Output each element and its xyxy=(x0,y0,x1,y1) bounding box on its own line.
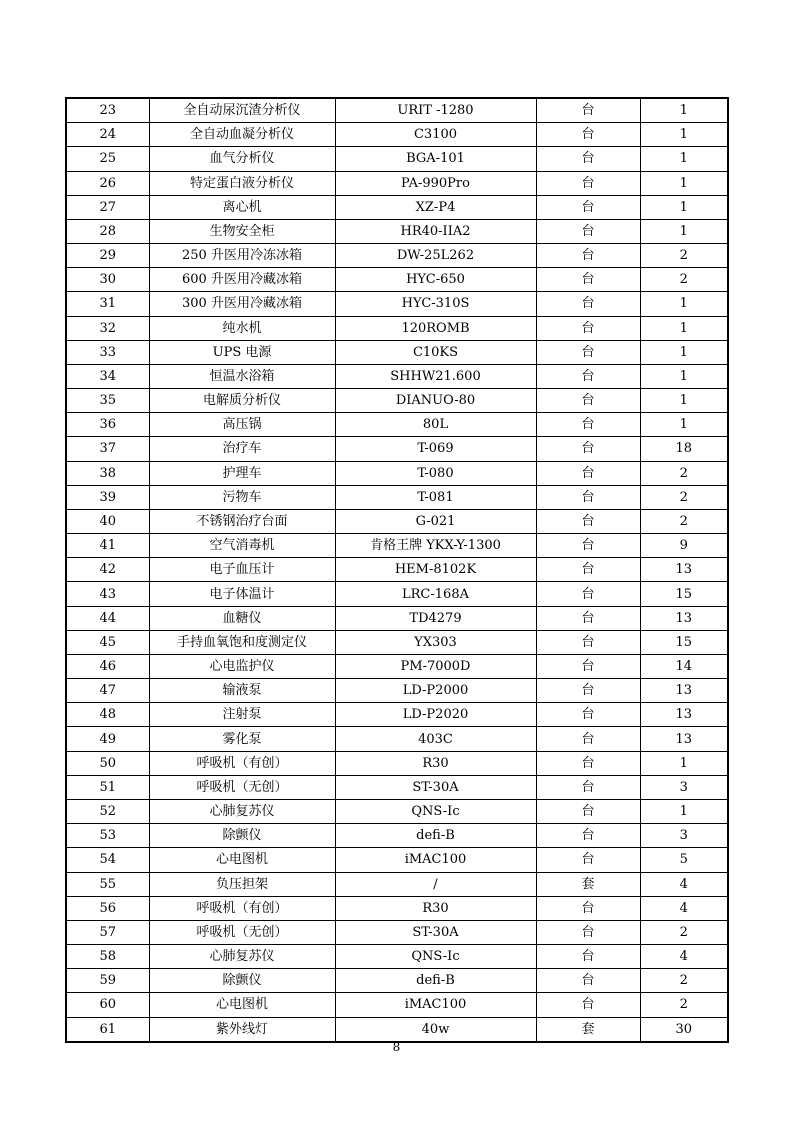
equipment-name-cell: 护理车 xyxy=(149,461,335,485)
table-row xyxy=(67,824,727,848)
unit-cell: 台 xyxy=(536,920,640,944)
model-cell: LD-P2000 xyxy=(335,679,536,703)
table-row xyxy=(67,268,727,292)
quantity-cell: 1 xyxy=(640,316,727,340)
table-row xyxy=(67,993,727,1017)
unit-cell: 台 xyxy=(536,244,640,268)
row-number-cell: 42 xyxy=(67,558,149,582)
quantity-cell: 1 xyxy=(640,195,727,219)
row-number-cell: 40 xyxy=(67,509,149,533)
equipment-name-cell: 呼吸机（有创） xyxy=(149,896,335,920)
row-number-cell: 47 xyxy=(67,679,149,703)
unit-cell: 台 xyxy=(536,896,640,920)
quantity-cell: 1 xyxy=(640,99,727,123)
equipment-name-cell: 注射泵 xyxy=(149,703,335,727)
equipment-name-cell: 心电图机 xyxy=(149,993,335,1017)
equipment-name-cell: 空气消毒机 xyxy=(149,534,335,558)
model-cell: 120ROMB xyxy=(335,316,536,340)
equipment-name-cell: 心电监护仪 xyxy=(149,654,335,678)
table-row xyxy=(67,582,727,606)
row-number-cell: 32 xyxy=(67,316,149,340)
model-cell: 肯格王牌 YKX-Y-1300 xyxy=(335,534,536,558)
table-row xyxy=(67,703,727,727)
table-row xyxy=(67,195,727,219)
table-row xyxy=(67,389,727,413)
table-row xyxy=(67,219,727,243)
model-cell: 80L xyxy=(335,413,536,437)
quantity-cell: 30 xyxy=(640,1017,727,1041)
row-number-cell: 39 xyxy=(67,485,149,509)
model-cell: TD4279 xyxy=(335,606,536,630)
model-cell: ST-30A xyxy=(335,775,536,799)
model-cell: G-021 xyxy=(335,509,536,533)
unit-cell: 台 xyxy=(536,558,640,582)
unit-cell: 台 xyxy=(536,751,640,775)
model-cell: PM-7000D xyxy=(335,654,536,678)
equipment-name-cell: 输液泵 xyxy=(149,679,335,703)
model-cell: HR40-IIA2 xyxy=(335,219,536,243)
model-cell: 403C xyxy=(335,727,536,751)
model-cell: DIANUO-80 xyxy=(335,389,536,413)
equipment-name-cell: 纯水机 xyxy=(149,316,335,340)
unit-cell: 台 xyxy=(536,824,640,848)
row-number-cell: 51 xyxy=(67,775,149,799)
table-row xyxy=(67,896,727,920)
unit-cell: 台 xyxy=(536,437,640,461)
model-cell: R30 xyxy=(335,896,536,920)
equipment-name-cell: 电子体温计 xyxy=(149,582,335,606)
model-cell: HYC-310S xyxy=(335,292,536,316)
equipment-name-cell: 心肺复苏仪 xyxy=(149,799,335,823)
equipment-name-cell: 除颤仪 xyxy=(149,824,335,848)
quantity-cell: 4 xyxy=(640,945,727,969)
quantity-cell: 13 xyxy=(640,703,727,727)
unit-cell: 台 xyxy=(536,364,640,388)
row-number-cell: 61 xyxy=(67,1017,149,1041)
unit-cell: 台 xyxy=(536,799,640,823)
unit-cell: 台 xyxy=(536,679,640,703)
row-number-cell: 50 xyxy=(67,751,149,775)
unit-cell: 台 xyxy=(536,340,640,364)
row-number-cell: 28 xyxy=(67,219,149,243)
equipment-name-cell: 高压锅 xyxy=(149,413,335,437)
quantity-cell: 9 xyxy=(640,534,727,558)
table-row xyxy=(67,775,727,799)
table-row xyxy=(67,534,727,558)
quantity-cell: 5 xyxy=(640,848,727,872)
unit-cell: 台 xyxy=(536,195,640,219)
equipment-name-cell: 600 升医用冷藏冰箱 xyxy=(149,268,335,292)
equipment-table-frame xyxy=(65,97,729,1043)
model-cell: LRC-168A xyxy=(335,582,536,606)
row-number-cell: 23 xyxy=(67,99,149,123)
quantity-cell: 4 xyxy=(640,872,727,896)
model-cell: SHHW21.600 xyxy=(335,364,536,388)
quantity-cell: 13 xyxy=(640,679,727,703)
quantity-cell: 1 xyxy=(640,364,727,388)
table-row xyxy=(67,123,727,147)
row-number-cell: 30 xyxy=(67,268,149,292)
unit-cell: 台 xyxy=(536,389,640,413)
equipment-name-cell: 治疗车 xyxy=(149,437,335,461)
model-cell: BGA-101 xyxy=(335,147,536,171)
model-cell: iMAC100 xyxy=(335,993,536,1017)
unit-cell: 台 xyxy=(536,775,640,799)
unit-cell: 台 xyxy=(536,582,640,606)
row-number-cell: 36 xyxy=(67,413,149,437)
equipment-name-cell: UPS 电源 xyxy=(149,340,335,364)
table-row xyxy=(67,654,727,678)
quantity-cell: 15 xyxy=(640,630,727,654)
model-cell: XZ-P4 xyxy=(335,195,536,219)
unit-cell: 套 xyxy=(536,1017,640,1041)
quantity-cell: 14 xyxy=(640,654,727,678)
table-row xyxy=(67,99,727,123)
model-cell: T-081 xyxy=(335,485,536,509)
table-row xyxy=(67,461,727,485)
equipment-name-cell: 300 升医用冷藏冰箱 xyxy=(149,292,335,316)
quantity-cell: 13 xyxy=(640,606,727,630)
unit-cell: 套 xyxy=(536,872,640,896)
quantity-cell: 1 xyxy=(640,292,727,316)
equipment-name-cell: 呼吸机（无创） xyxy=(149,775,335,799)
model-cell: HYC-650 xyxy=(335,268,536,292)
model-cell: 40w xyxy=(335,1017,536,1041)
unit-cell: 台 xyxy=(536,848,640,872)
equipment-name-cell: 手持血氧饱和度测定仪 xyxy=(149,630,335,654)
row-number-cell: 55 xyxy=(67,872,149,896)
model-cell: ST-30A xyxy=(335,920,536,944)
page-number: 8 xyxy=(392,1040,401,1054)
quantity-cell: 2 xyxy=(640,969,727,993)
model-cell: R30 xyxy=(335,751,536,775)
row-number-cell: 37 xyxy=(67,437,149,461)
quantity-cell: 2 xyxy=(640,993,727,1017)
quantity-cell: 4 xyxy=(640,896,727,920)
row-number-cell: 25 xyxy=(67,147,149,171)
row-number-cell: 38 xyxy=(67,461,149,485)
equipment-name-cell: 紫外线灯 xyxy=(149,1017,335,1041)
model-cell: / xyxy=(335,872,536,896)
unit-cell: 台 xyxy=(536,171,640,195)
row-number-cell: 57 xyxy=(67,920,149,944)
row-number-cell: 59 xyxy=(67,969,149,993)
table-row xyxy=(67,316,727,340)
unit-cell: 台 xyxy=(536,485,640,509)
row-number-cell: 52 xyxy=(67,799,149,823)
row-number-cell: 26 xyxy=(67,171,149,195)
equipment-name-cell: 心肺复苏仪 xyxy=(149,945,335,969)
unit-cell: 台 xyxy=(536,703,640,727)
equipment-name-cell: 除颤仪 xyxy=(149,969,335,993)
equipment-name-cell: 全自动血凝分析仪 xyxy=(149,123,335,147)
quantity-cell: 2 xyxy=(640,509,727,533)
row-number-cell: 49 xyxy=(67,727,149,751)
quantity-cell: 1 xyxy=(640,219,727,243)
equipment-name-cell: 血气分析仪 xyxy=(149,147,335,171)
quantity-cell: 13 xyxy=(640,727,727,751)
model-cell: QNS-Ic xyxy=(335,945,536,969)
row-number-cell: 33 xyxy=(67,340,149,364)
unit-cell: 台 xyxy=(536,99,640,123)
quantity-cell: 1 xyxy=(640,147,727,171)
table-row xyxy=(67,1017,727,1041)
row-number-cell: 54 xyxy=(67,848,149,872)
unit-cell: 台 xyxy=(536,606,640,630)
equipment-name-cell: 恒温水浴箱 xyxy=(149,364,335,388)
equipment-name-cell: 电子血压计 xyxy=(149,558,335,582)
table-row xyxy=(67,920,727,944)
row-number-cell: 41 xyxy=(67,534,149,558)
unit-cell: 台 xyxy=(536,727,640,751)
model-cell: HEM-8102K xyxy=(335,558,536,582)
equipment-name-cell: 生物安全柜 xyxy=(149,219,335,243)
table-row xyxy=(67,872,727,896)
table-row xyxy=(67,292,727,316)
row-number-cell: 34 xyxy=(67,364,149,388)
table-row xyxy=(67,727,727,751)
table-row xyxy=(67,969,727,993)
equipment-name-cell: 电解质分析仪 xyxy=(149,389,335,413)
quantity-cell: 1 xyxy=(640,340,727,364)
unit-cell: 台 xyxy=(536,509,640,533)
row-number-cell: 46 xyxy=(67,654,149,678)
row-number-cell: 56 xyxy=(67,896,149,920)
quantity-cell: 3 xyxy=(640,824,727,848)
row-number-cell: 60 xyxy=(67,993,149,1017)
model-cell: iMAC100 xyxy=(335,848,536,872)
equipment-name-cell: 雾化泵 xyxy=(149,727,335,751)
unit-cell: 台 xyxy=(536,292,640,316)
table-row xyxy=(67,364,727,388)
table-row xyxy=(67,340,727,364)
table-row xyxy=(67,147,727,171)
equipment-name-cell: 250 升医用冷冻冰箱 xyxy=(149,244,335,268)
equipment-name-cell: 不锈钢治疗台面 xyxy=(149,509,335,533)
row-number-cell: 53 xyxy=(67,824,149,848)
equipment-name-cell: 负压担架 xyxy=(149,872,335,896)
model-cell: defi-B xyxy=(335,824,536,848)
model-cell: DW-25L262 xyxy=(335,244,536,268)
row-number-cell: 31 xyxy=(67,292,149,316)
unit-cell: 台 xyxy=(536,123,640,147)
model-cell: PA-990Pro xyxy=(335,171,536,195)
row-number-cell: 24 xyxy=(67,123,149,147)
quantity-cell: 1 xyxy=(640,799,727,823)
quantity-cell: 2 xyxy=(640,268,727,292)
model-cell: T-080 xyxy=(335,461,536,485)
unit-cell: 台 xyxy=(536,993,640,1017)
unit-cell: 台 xyxy=(536,147,640,171)
row-number-cell: 44 xyxy=(67,606,149,630)
table-row xyxy=(67,799,727,823)
unit-cell: 台 xyxy=(536,945,640,969)
unit-cell: 台 xyxy=(536,268,640,292)
row-number-cell: 48 xyxy=(67,703,149,727)
row-number-cell: 29 xyxy=(67,244,149,268)
quantity-cell: 1 xyxy=(640,123,727,147)
unit-cell: 台 xyxy=(536,461,640,485)
row-number-cell: 58 xyxy=(67,945,149,969)
unit-cell: 台 xyxy=(536,969,640,993)
unit-cell: 台 xyxy=(536,654,640,678)
quantity-cell: 3 xyxy=(640,775,727,799)
table-row xyxy=(67,171,727,195)
table-row xyxy=(67,558,727,582)
equipment-name-cell: 离心机 xyxy=(149,195,335,219)
model-cell: URIT -1280 xyxy=(335,99,536,123)
quantity-cell: 13 xyxy=(640,558,727,582)
quantity-cell: 2 xyxy=(640,461,727,485)
equipment-name-cell: 呼吸机（无创） xyxy=(149,920,335,944)
table-row xyxy=(67,413,727,437)
equipment-name-cell: 全自动尿沉渣分析仪 xyxy=(149,99,335,123)
quantity-cell: 1 xyxy=(640,171,727,195)
table-row xyxy=(67,437,727,461)
model-cell: LD-P2020 xyxy=(335,703,536,727)
quantity-cell: 1 xyxy=(640,413,727,437)
equipment-table xyxy=(67,99,727,1041)
table-row xyxy=(67,679,727,703)
unit-cell: 台 xyxy=(536,413,640,437)
quantity-cell: 2 xyxy=(640,485,727,509)
unit-cell: 台 xyxy=(536,630,640,654)
row-number-cell: 43 xyxy=(67,582,149,606)
table-row xyxy=(67,848,727,872)
quantity-cell: 2 xyxy=(640,920,727,944)
model-cell: QNS-Ic xyxy=(335,799,536,823)
table-row xyxy=(67,244,727,268)
model-cell: C10KS xyxy=(335,340,536,364)
equipment-name-cell: 特定蛋白液分析仪 xyxy=(149,171,335,195)
table-row xyxy=(67,945,727,969)
unit-cell: 台 xyxy=(536,534,640,558)
row-number-cell: 27 xyxy=(67,195,149,219)
equipment-name-cell: 血糖仪 xyxy=(149,606,335,630)
equipment-name-cell: 污物车 xyxy=(149,485,335,509)
quantity-cell: 2 xyxy=(640,244,727,268)
table-row xyxy=(67,509,727,533)
table-row xyxy=(67,751,727,775)
table-row xyxy=(67,630,727,654)
model-cell: defi-B xyxy=(335,969,536,993)
model-cell: YX303 xyxy=(335,630,536,654)
equipment-name-cell: 心电图机 xyxy=(149,848,335,872)
unit-cell: 台 xyxy=(536,316,640,340)
quantity-cell: 1 xyxy=(640,751,727,775)
model-cell: T-069 xyxy=(335,437,536,461)
unit-cell: 台 xyxy=(536,219,640,243)
equipment-name-cell: 呼吸机（有创） xyxy=(149,751,335,775)
row-number-cell: 45 xyxy=(67,630,149,654)
quantity-cell: 15 xyxy=(640,582,727,606)
equipment-table-body xyxy=(67,99,727,1041)
table-row xyxy=(67,606,727,630)
quantity-cell: 18 xyxy=(640,437,727,461)
row-number-cell: 35 xyxy=(67,389,149,413)
quantity-cell: 1 xyxy=(640,389,727,413)
table-row xyxy=(67,485,727,509)
model-cell: C3100 xyxy=(335,123,536,147)
